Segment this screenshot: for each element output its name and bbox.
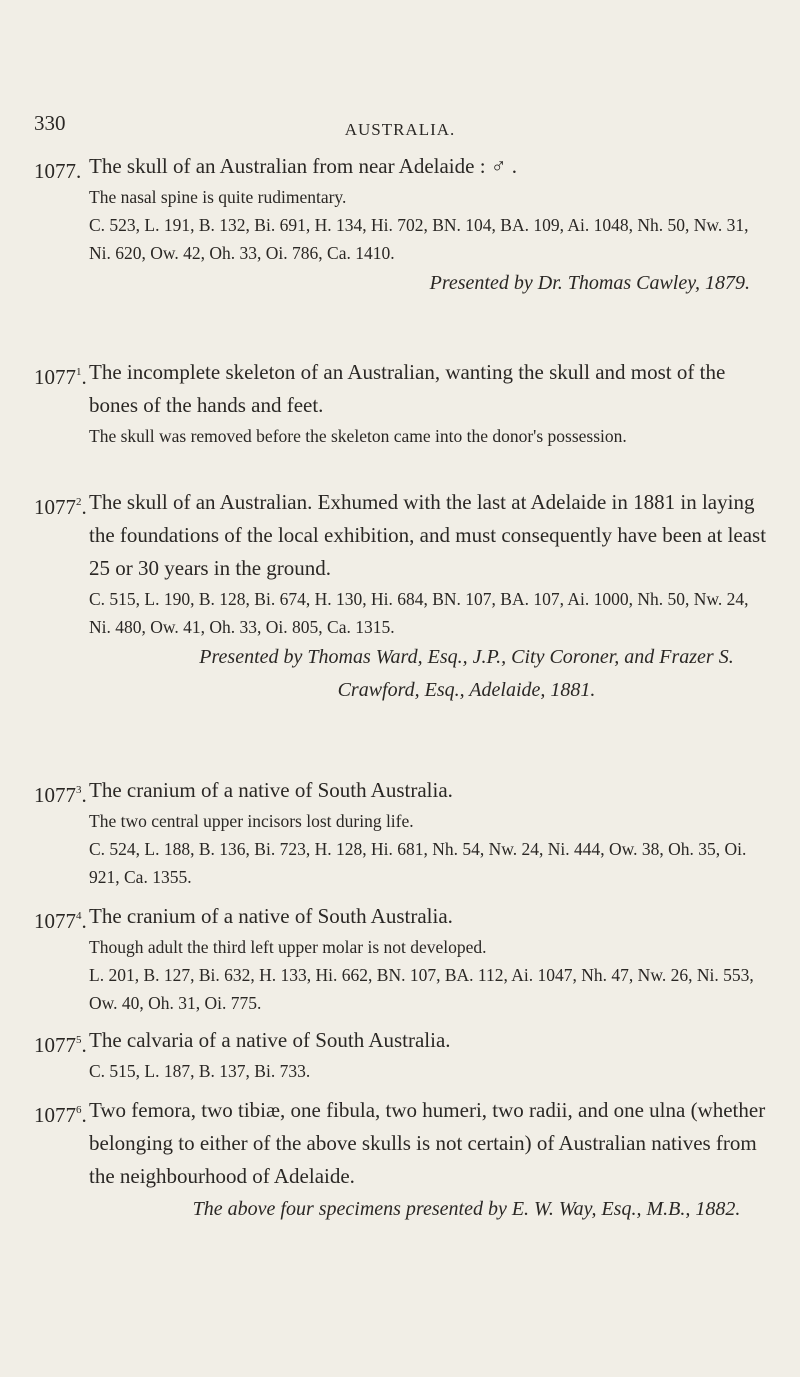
catalogue-entry <box>34 900 774 1017</box>
page-number: 330 <box>34 111 66 135</box>
entry-description: Two femora, two tibiæ, one fibula, two humeri, two radii, and one ulna (whether belonging to either of the above skulls is not certain) of Australian natives from the neighbourhood of Adelaide. <box>89 1098 766 1188</box>
catalogue-entry <box>34 356 774 450</box>
catalogue-entry <box>34 1094 774 1226</box>
entry-credit: The above four specimens presented by E. W. Way, Esq., M.B., 1882. <box>192 1198 741 1220</box>
entry-description: The calvaria of a native of South Australia. <box>89 1028 451 1052</box>
entry-description: The skull of an Australian. Exhumed with the last at Adelaide in 1881 in laying the foundations of the local exhibition, and must consequently have been at least 25 or 30 years in the ground. <box>89 490 767 580</box>
entry-note: Though adult the third left upper molar is not developed. <box>89 937 487 957</box>
entry-note: The two central upper incisors lost during life. <box>89 811 414 831</box>
entry-number: 1077$^5$. <box>34 1033 87 1057</box>
entry-credit: Presented by Dr. Thomas Cawley, 1879. <box>429 272 750 294</box>
entry-number: 1077. <box>34 159 82 183</box>
catalogue-entry <box>34 774 774 891</box>
entry-measurements: L. 201, B. 127, Bi. 632, H. 133, Hi. 662, BN. 107, BA. 112, Ai. 1047, Nh. 47, Nw. 26, Ni. 553, Ow. 40, Oh. 31, Oi. 775. <box>89 965 754 1013</box>
entry-description: The incomplete skeleton of an Australian, wanting the skull and most of the bones of the hands and feet. <box>89 360 726 417</box>
entry-number: 1077$^2$. <box>34 495 87 519</box>
entry-description: The cranium of a native of South Australia. <box>89 904 453 928</box>
entry-credit: Presented by Thomas Ward, Esq., J.P., City Coroner, and Frazer S. Crawford, Esq., Adelaide, 1881. <box>199 646 734 701</box>
entry-number: 1077$^4$. <box>34 909 87 933</box>
catalogue-entry <box>34 1024 774 1085</box>
entry-number: 1077$^6$. <box>34 1103 87 1127</box>
entry-number: 1077$^1$. <box>34 365 87 389</box>
entry-measurements: C. 515, L. 190, B. 128, Bi. 674, H. 130, Hi. 684, BN. 107, BA. 107, Ai. 1000, Nh. 50, Nw. 24, Ni. 480, Ow. 41, Oh. 33, Oi. 805, Ca. 1315. <box>89 589 749 637</box>
entry-description: The skull of an Australian from near Adelaide : ♂ . <box>89 154 518 178</box>
entry-measurements: C. 515, L. 187, B. 137, Bi. 733. <box>89 1061 311 1081</box>
entry-measurements: C. 524, L. 188, B. 136, Bi. 723, H. 128, Hi. 681, Nh. 54, Nw. 24, Ni. 444, Ow. 38, Oh. 35, Oi. 921, Ca. 1355. <box>89 839 747 887</box>
running-title: AUSTRALIA. <box>344 120 456 139</box>
entry-note: The nasal spine is quite rudimentary. <box>89 187 347 207</box>
entry-measurements: C. 523, L. 191, B. 132, Bi. 691, H. 134, Hi. 702, BN. 104, BA. 109, Ai. 1048, Nh. 50, Nw. 31, Ni. 620, Ow. 42, Oh. 33, Oi. 786, Ca. 1410. <box>89 215 749 263</box>
entry-description: The cranium of a native of South Australia. <box>89 778 453 802</box>
catalogue-entry <box>34 486 774 707</box>
entry-number: 1077$^3$. <box>34 783 87 807</box>
catalogue-entry <box>34 150 774 300</box>
entry-note: The skull was removed before the skeleton came into the donor's possession. <box>89 426 627 446</box>
